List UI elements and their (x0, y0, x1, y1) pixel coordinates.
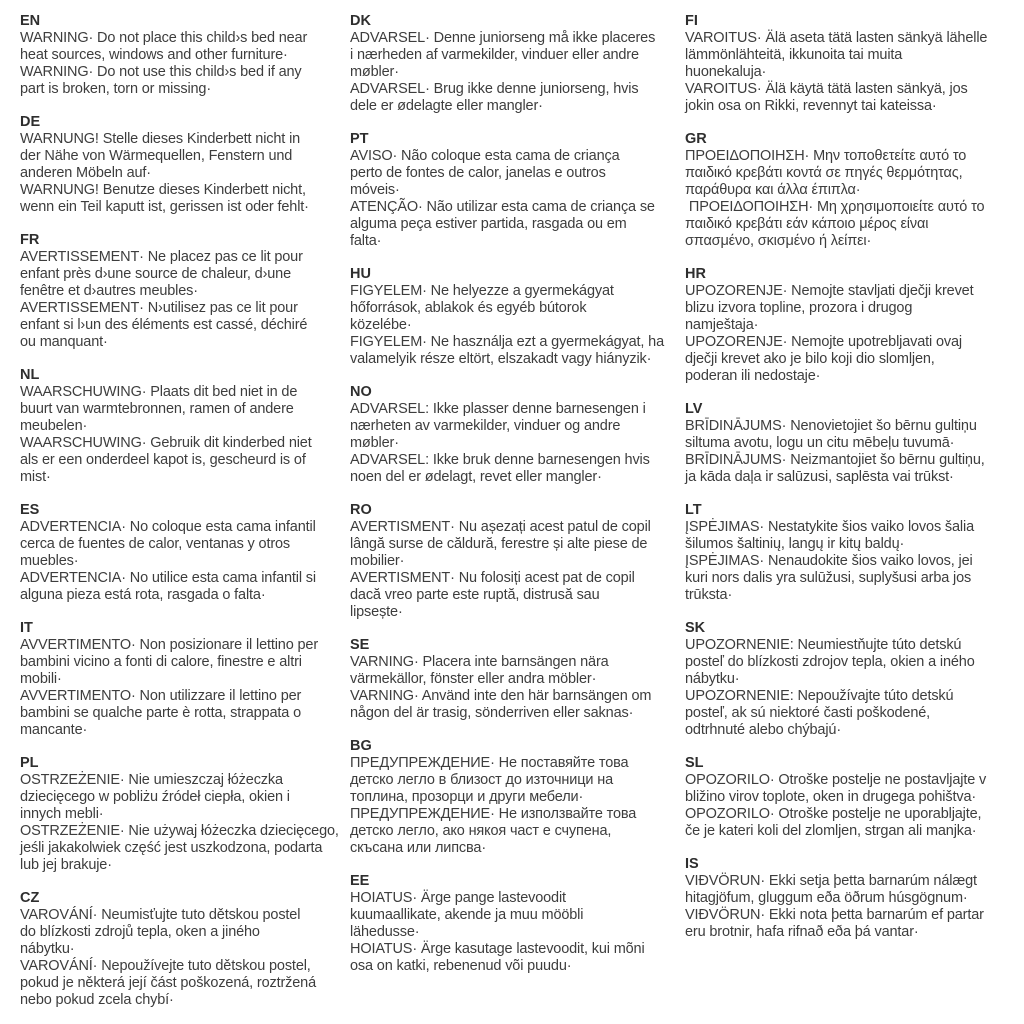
warning-text-line: HOIATUS· Ärge pange lastevoodit (350, 890, 566, 906)
warning-text-line: dacă vreo parte este ruptă, distrusă sau (350, 587, 600, 603)
warnings-column-1 (20, 13, 350, 1024)
warning-text-line: móveis· (350, 182, 400, 198)
warning-text-line: jokin osa on Rikki, revennyt tai kateissa· (685, 98, 937, 114)
warning-text-line: buurt van warmtebronnen, ramen of andere (20, 401, 294, 417)
warning-text-line: ΠΡΟΕΙΔΟΠΟΙΗΣΗ· Μη χρησιμοποιείτε αυτό το (685, 199, 985, 215)
warning-text-line: hitagjöfum, gluggum eða öðrum húsgögnum· (685, 890, 968, 906)
warning-text-line: odtrhnuté alebo chýbajú· (685, 722, 842, 738)
language-code-heading: HU (350, 266, 371, 282)
warning-section-ro (350, 502, 679, 621)
warning-text-line: alguma peça estiver partida, rasgada ou em (350, 216, 627, 232)
warning-text-line: valamelyik része eltört, elszakadt vagy hiányzik· (350, 351, 652, 367)
warning-text-line: σπασμένο, σκισμένο ή λείπει· (685, 233, 872, 249)
warning-text-line: AVERTISSEMENT· Ne placez pas ce lit pour (20, 249, 303, 265)
warning-text-line: huonekaluja· (685, 64, 767, 80)
warning-section-fr (20, 232, 344, 351)
warning-text-line: värmekällor, fönster eller andra möbler· (350, 671, 597, 687)
warning-section-fi (685, 13, 1012, 115)
warning-text-line: OSTRZEŻENIE· Nie umieszczaj łóżeczka (20, 772, 283, 788)
warning-text-line: innych mebli· (20, 806, 104, 822)
warning-text-line: OPOZORILO· Otroške postelje ne uporabljajte, (685, 806, 982, 822)
warning-text-line: šilumos šaltinių, langų ir kitų baldų· (685, 536, 905, 552)
language-code-heading: SK (685, 620, 706, 636)
warning-text-line: hőforrások, ablakok és egyéb bútorok (350, 300, 587, 316)
warning-text-line: ADVARSEL: Ikke bruk denne barnesengen hvis (350, 452, 650, 468)
warning-text-line: lub jej brakuje· (20, 857, 112, 873)
warning-text-line: lipsește· (350, 604, 403, 620)
warning-text-line: ja kāda daļa ir salūzusi, saplēsta vai trūkst· (685, 469, 954, 485)
warning-text-line: eru brotnir, hafa rifnað eða þá vantar· (685, 924, 919, 940)
warning-text-line: παιδικό κρεβάτι κοντά σε πηγές θερμότητας, (685, 165, 963, 181)
language-code-heading: PL (20, 755, 39, 771)
warning-text-line: WARNING· Do not place this child›s bed near (20, 30, 308, 46)
language-code-heading: BG (350, 738, 372, 754)
language-code-heading: SE (350, 637, 370, 653)
warning-text-line: VAROITUS· Älä aseta tätä lasten sänkyä lähelle (685, 30, 988, 46)
language-code-heading: IT (20, 620, 33, 636)
language-code-heading: EN (20, 13, 41, 29)
warning-section-bg (350, 738, 679, 857)
warning-text-line: fenêtre et d›autres meubles· (20, 283, 198, 299)
warning-text-line: UPOZORENJE· Nemojte stavljati dječji krevet (685, 283, 974, 299)
language-code-heading: HR (685, 266, 706, 282)
warning-text-line: OSTRZEŻENIE· Nie używaj łóżeczka dziecięcego, (20, 823, 339, 839)
warning-text-line: OPOZORILO· Otroške postelje ne postavljajte v (685, 772, 987, 788)
warning-text-line: ĮSPĖJIMAS· Nestatykite šios vaiko lovos šalia (685, 519, 974, 535)
warning-text-line: ПРЕДУПРЕЖДЕНИЕ· Не поставяйте това (350, 755, 629, 771)
warning-text-line: poderan ili nedostaje· (685, 368, 821, 384)
warning-section-es (20, 502, 344, 604)
warning-section-ee (350, 873, 679, 975)
warning-text-line: UPOZORNENIE: Nepoužívajte túto detskú (685, 688, 954, 704)
warning-text-line: WARNUNG! Stelle dieses Kinderbett nicht in (20, 131, 301, 147)
warning-text-line: wenn ein Teil kaputt ist, gerissen ist oder fehlt· (20, 199, 309, 215)
warning-text-line: bambini vicino a fonti di calore, finestre e altri (20, 654, 302, 670)
warning-text-line: mancante· (20, 722, 88, 738)
warning-section-pl (20, 755, 344, 874)
warning-text-line: dječji krevet ako je bilo koji dio slomljen, (685, 351, 935, 367)
warning-text-line: heat sources, windows and other furniture· (20, 47, 288, 63)
warning-text-line: če je kateri koli del zlomljen, strgan ali manjka· (685, 823, 977, 839)
warning-text-line: UPOZORNENIE: Neumiestňujte túto detskú (685, 637, 962, 653)
warning-text-line: kuri nors dalis yra sulūžusi, suplyšusi arba jos (685, 570, 972, 586)
warning-text-line: jeśli jakakolwiek część jest uszkodzona, podarta (20, 840, 323, 856)
warning-section-sl (685, 755, 1012, 840)
warning-text-line: noen del er ødelagt, revet eller mangler· (350, 469, 602, 485)
warning-section-hr (685, 266, 1012, 385)
language-code-heading: NL (20, 367, 40, 383)
warning-text-line: anderen Möbeln auf· (20, 165, 151, 181)
warning-text-line: nábytku· (20, 941, 75, 957)
language-code-heading: LT (685, 502, 702, 518)
warning-section-en (20, 13, 344, 98)
warning-text-line: AVERTISSEMENT· N›utilisez pas ce lit pour (20, 300, 298, 316)
warning-text-line: dziecięcego w pobliżu źródeł ciepła, okien i (20, 789, 290, 805)
warning-text-line: lämmönlähteitä, ikkunoita tai muita (685, 47, 903, 63)
warning-text-line: mist· (20, 469, 51, 485)
warning-text-line: ADVARSEL· Denne juniorseng må ikke placeres (350, 30, 656, 46)
language-code-heading: FR (20, 232, 40, 248)
warning-text-line: детско легло, ако някоя част е счупена, (350, 823, 612, 839)
warnings-column-2 (350, 13, 685, 1024)
warning-section-gr (685, 131, 1012, 250)
warning-text-line: muebles· (20, 553, 79, 569)
warning-text-line: VAROVÁNÍ· Neumisťujte tuto dětskou postel (20, 907, 301, 923)
warning-text-line: ou manquant· (20, 334, 108, 350)
language-code-heading: RO (350, 502, 372, 518)
warning-text-line: møbler· (350, 435, 399, 451)
warning-text-line: παράθυρα και άλλα έπιπλα· (685, 182, 861, 198)
warning-text-line: VAROITUS· Älä käytä tätä lasten sänkyä, jos (685, 81, 968, 97)
warning-text-line: VIÐVÖRUN· Ekki setja þetta barnarúm nálægt (685, 873, 977, 889)
warning-text-line: namještaja· (685, 317, 759, 333)
warning-text-line: HOIATUS· Ärge kasutage lastevoodit, kui mõni (350, 941, 645, 957)
warning-text-line: trūksta· (685, 587, 733, 603)
warning-text-line: UPOZORENJE· Nemojte upotrebljavati ovaj (685, 334, 962, 350)
warning-text-line: enfant si l›un des éléments est cassé, déchiré (20, 317, 308, 333)
warning-text-line: VIÐVÖRUN· Ekki nota þetta barnarúm ef partar (685, 907, 984, 923)
warning-text-line: детско легло в близост до източници на (350, 772, 613, 788)
warning-text-line: ADVARSEL· Brug ikke denne juniorseng, hvis (350, 81, 639, 97)
warning-text-line: mobili· (20, 671, 62, 687)
warning-text-line: közelébe· (350, 317, 412, 333)
warning-text-line: part is broken, torn or missing· (20, 81, 212, 97)
warning-text-line: VARNING· Placera inte barnsängen nära (350, 654, 609, 670)
warning-text-line: alguna pieza está rota, rasgada o falta· (20, 587, 266, 603)
warning-text-line: ΠΡΟΕΙΔΟΠΟΙΗΣΗ· Μην τοποθετείτε αυτό το (685, 148, 967, 164)
warning-text-line: møbler· (350, 64, 399, 80)
warning-section-nl (20, 367, 344, 486)
warning-section-is (685, 856, 1012, 941)
warning-section-no (350, 384, 679, 486)
language-code-heading: GR (685, 131, 707, 147)
warning-text-line: ПРЕДУПРЕЖДЕНИЕ· Не използвайте това (350, 806, 637, 822)
warning-text-line: nebo pokud zcela chybí· (20, 992, 174, 1008)
warning-section-sk (685, 620, 1012, 739)
warning-text-line: WARNING· Do not use this child›s bed if any (20, 64, 302, 80)
warning-text-line: der Nähe von Wärmequellen, Fenstern und (20, 148, 293, 164)
warning-text-line: AVISO· Não coloque esta cama de criança (350, 148, 620, 164)
warning-text-line: bližino virov toplote, oken in drugega pohištva· (685, 789, 977, 805)
warning-section-it (20, 620, 344, 739)
warning-text-line: ĮSPĖJIMAS· Nenaudokite šios vaiko lovos, jei (685, 553, 973, 569)
warning-text-line: ADVERTENCIA· No utilice esta cama infantil si (20, 570, 316, 586)
warning-text-line: cerca de fuentes de calor, ventanas y otros (20, 536, 291, 552)
language-code-heading: CZ (20, 890, 40, 906)
warning-text-line: VARNING· Använd inte den här barnsängen om (350, 688, 652, 704)
warning-text-line: WAARSCHUWING· Gebruik dit kinderbed niet (20, 435, 312, 451)
warning-text-line: παιδικό κρεβάτι εάν κάποιο μέρος είναι (685, 216, 929, 232)
language-code-heading: LV (685, 401, 703, 417)
warning-text-line: FIGYELEM· Ne helyezze a gyermekágyat (350, 283, 614, 299)
warning-section-lv (685, 401, 1012, 486)
warning-text-line: lähedusse· (350, 924, 420, 940)
warning-text-line: mobilier· (350, 553, 405, 569)
language-code-heading: NO (350, 384, 372, 400)
warning-text-line: nærheten av varmekilder, vinduer og andre (350, 418, 621, 434)
warning-text-line: meubelen· (20, 418, 88, 434)
warning-section-de (20, 114, 344, 216)
warning-text-line: kuumaallikate, akende ja muu mööbli (350, 907, 584, 923)
language-code-heading: FI (685, 13, 698, 29)
warning-text-line: AVERTISMENT· Nu folosiți acest pat de copil (350, 570, 635, 586)
warning-text-line: ADVARSEL: Ikke plasser denne barnesengen i (350, 401, 646, 417)
warning-section-se (350, 637, 679, 722)
warning-text-line: als er een onderdeel kapot is, gescheurd is of (20, 452, 306, 468)
warning-text-line: BRĪDINĀJUMS· Nenovietojiet šo bērnu gultiņu (685, 418, 977, 434)
language-code-heading: SL (685, 755, 704, 771)
warnings-column-3 (685, 13, 1018, 1024)
warning-text-line: dele er ødelagte eller mangler· (350, 98, 543, 114)
warning-text-line: ATENÇÃO· Não utilizar esta cama de criança se (350, 199, 655, 215)
language-code-heading: ES (20, 502, 40, 518)
warning-text-line: ADVERTENCIA· No coloque esta cama infantil (20, 519, 316, 535)
warning-text-line: FIGYELEM· Ne használja ezt a gyermekágyat, ha (350, 334, 665, 350)
language-code-heading: PT (350, 131, 369, 147)
warning-text-line: скъсана или липсва· (350, 840, 487, 856)
language-code-heading: DE (20, 114, 41, 130)
warning-section-dk (350, 13, 679, 115)
warning-text-line: WAARSCHUWING· Plaats dit bed niet in de (20, 384, 298, 400)
language-code-heading: EE (350, 873, 370, 889)
warning-text-line: AVVERTIMENTO· Non utilizzare il lettino per (20, 688, 302, 704)
warning-text-line: топлина, прозорци и други мебели· (350, 789, 584, 805)
warning-text-line: lângă surse de căldură, ferestre și alte piese de (350, 536, 648, 552)
warning-text-line: posteľ, ak sú niektoré časti poškodené, (685, 705, 931, 721)
language-code-heading: IS (685, 856, 699, 872)
warning-text-line: pokud je některá její část poškozená, roztržená (20, 975, 317, 991)
warning-section-lt (685, 502, 1012, 604)
warning-section-pt (350, 131, 679, 250)
warning-text-line: BRĪDINĀJUMS· Neizmantojiet šo bērnu gultiņu, (685, 452, 985, 468)
warning-section-cz (20, 890, 344, 1009)
warning-section-hu (350, 266, 679, 368)
warning-text-line: posteľ do blízkosti zdrojov tepla, okien a iného (685, 654, 975, 670)
warning-text-line: VAROVÁNÍ· Nepoužívejte tuto dětskou postel, (20, 958, 311, 974)
warning-text-line: perto de fontes de calor, janelas e outros (350, 165, 606, 181)
warning-text-line: någon del är trasig, sönderriven eller saknas· (350, 705, 634, 721)
warning-text-line: falta· (350, 233, 382, 249)
warning-text-line: bambini se qualche parte è rotta, strappata o (20, 705, 302, 721)
warning-text-line: WARNUNG! Benutze dieses Kinderbett nicht, (20, 182, 306, 198)
warning-text-line: siltuma avotu, logu un citu mēbeļu tuvumā· (685, 435, 955, 451)
warning-text-line: osa on katki, rebenenud või puudu· (350, 958, 572, 974)
warning-text-line: blizu izvora topline, prozora i drugog (685, 300, 913, 316)
warning-text-line: AVVERTIMENTO· Non posizionare il lettino per (20, 637, 319, 653)
warning-text-line: nábytku· (685, 671, 740, 687)
language-code-heading: DK (350, 13, 371, 29)
warning-text-line: do blízkosti zdrojů tepla, oken a jiného (20, 924, 260, 940)
warning-text-line: AVERTISMENT· Nu așezați acest patul de copil (350, 519, 651, 535)
warning-text-line: i nærheden af varmekilder, vinduer eller andre (350, 47, 639, 63)
warning-text-line: enfant près d›une source de chaleur, d›une (20, 266, 291, 282)
